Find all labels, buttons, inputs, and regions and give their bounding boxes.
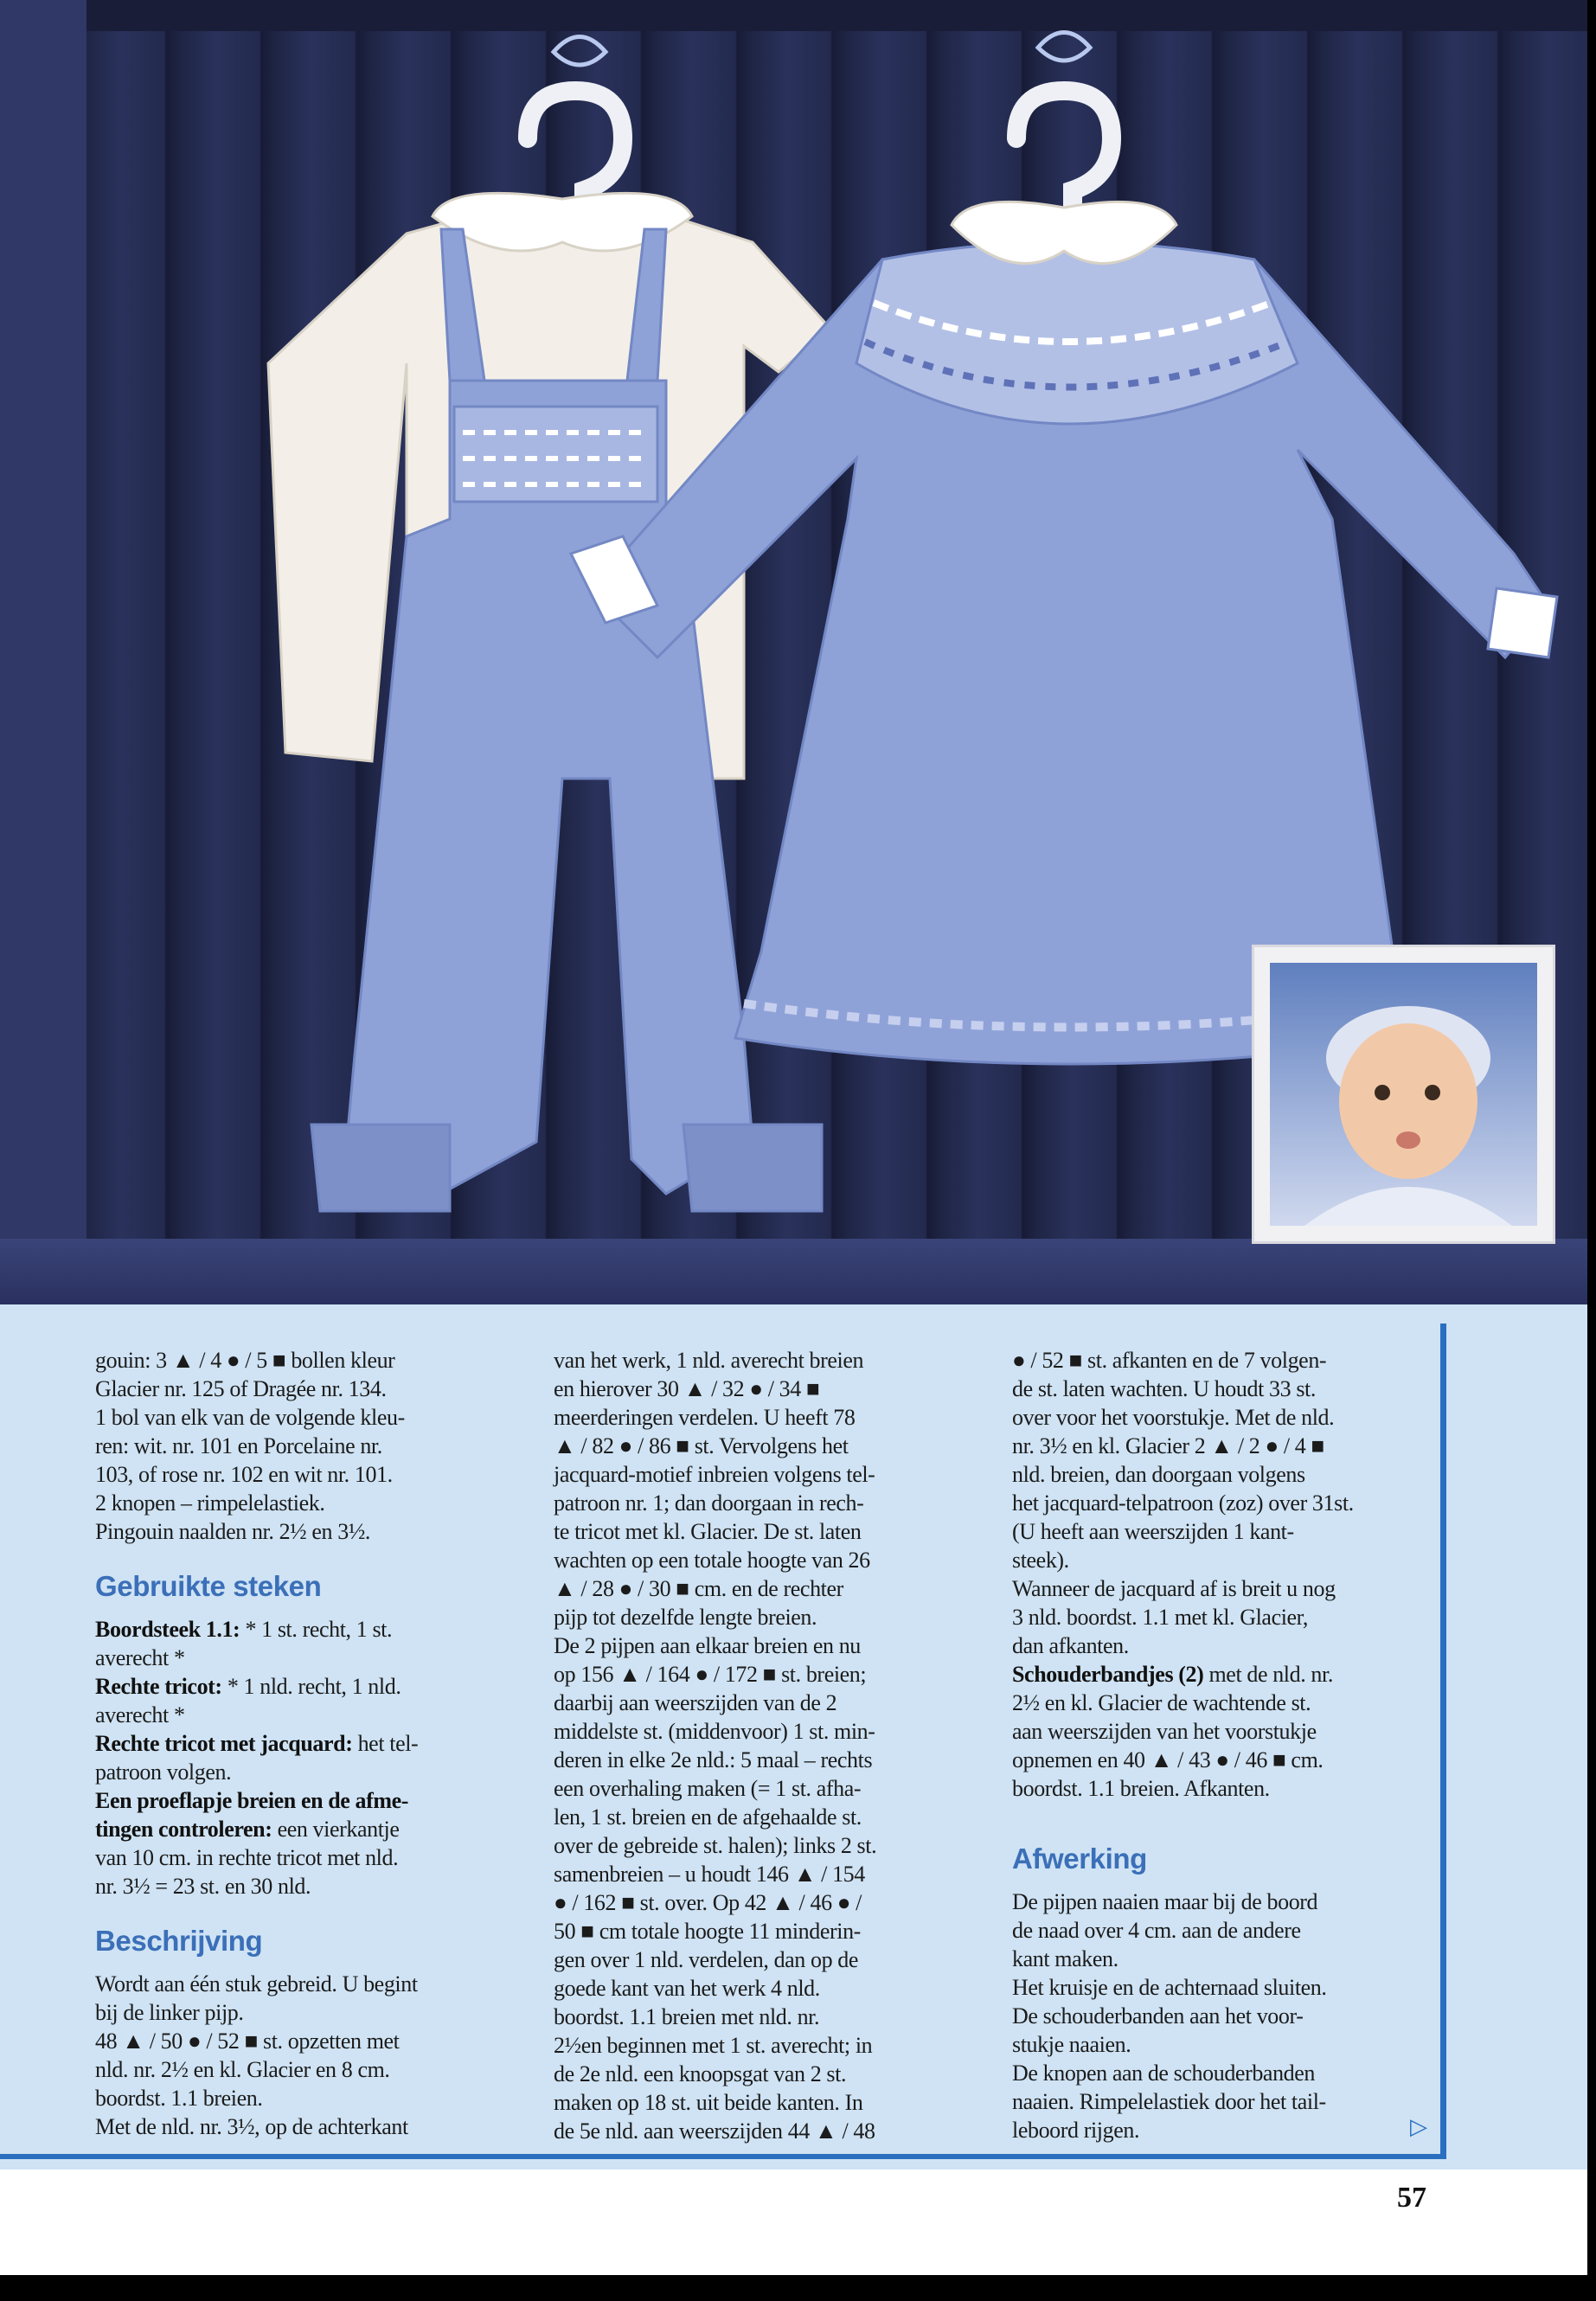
text-line: boordst. 1.1 breien. Afkanten.: [1012, 1776, 1270, 1801]
text-line: bij de linker pijp.: [95, 2000, 244, 2025]
text-line: 1 bol van elk van de volgende kleu-: [95, 1405, 405, 1430]
text-line: tingen controleren: een vierkantje: [95, 1817, 400, 1842]
text-line: de naad over 4 cm. aan de andere: [1012, 1918, 1301, 1943]
text-line: Rechte tricot: * 1 nld. recht, 1 nld.: [95, 1674, 401, 1699]
text-line: boordst. 1.1 breien.: [95, 2086, 263, 2111]
text-line: te tricot met kl. Glacier. De st. laten: [554, 1519, 862, 1544]
hanger-right-icon: [1016, 91, 1112, 216]
scan-edge-bottom: [0, 2275, 1596, 2301]
text-line: ▲ / 28 ● / 30 ■ cm. en de rechter: [554, 1576, 843, 1601]
text-line: middelste st. (middenvoor) 1 st. min-: [554, 1719, 875, 1744]
page-number: 57: [1397, 2182, 1426, 2214]
text-line: ● / 52 ■ st. afkanten en de 7 volgen-: [1012, 1348, 1327, 1373]
text-line: het jacquard-telpatroon (zoz) over 31st.: [1012, 1490, 1354, 1516]
text-line: nld. breien, dan doorgaan volgens: [1012, 1462, 1305, 1487]
text-line: Rechte tricot met jacquard: het tel-: [95, 1731, 419, 1756]
text-line: nld. nr. 2½ en kl. Glacier en 8 cm.: [95, 2057, 390, 2082]
text-line: steek).: [1012, 1548, 1069, 1573]
text-line: 2½ en kl. Glacier de wachtende st.: [1012, 1690, 1311, 1715]
text-line: leboord rijgen.: [1012, 2118, 1140, 2143]
text-line: Met de nld. nr. 3½, op de achterkant: [95, 2114, 408, 2139]
heading-stitches: Gebruikte steken: [95, 1570, 322, 1602]
text-line: kant maken.: [1012, 1946, 1118, 1971]
text-line: 2½en beginnen met 1 st. averecht; in: [554, 2033, 873, 2058]
text-line: De pijpen naaien maar bij de boord: [1012, 1889, 1318, 1914]
text-line: boordst. 1.1 breien met nld. nr.: [554, 2004, 820, 2029]
text-line: gen over 1 nld. verdelen, dan op de: [554, 1947, 859, 1972]
text-line: len, 1 st. breien en de afgehaalde st.: [554, 1804, 862, 1830]
text-line: Glacier nr. 125 of Dragée nr. 134.: [95, 1376, 387, 1401]
text-line: ren: wit. nr. 101 en Porcelaine nr.: [95, 1433, 382, 1458]
baby-photo-inset: [1254, 947, 1553, 1241]
text-line: De 2 pijpen aan elkaar breien en nu: [554, 1633, 861, 1658]
text-line: van 10 cm. in rechte tricot met nld.: [95, 1845, 399, 1870]
text-line: op 156 ▲ / 164 ● / 172 ■ st. breien;: [554, 1662, 867, 1687]
text-line: over de gebreide st. halen); links 2 st.: [554, 1833, 877, 1858]
text-line: Boordsteek 1.1: * 1 st. recht, 1 st.: [95, 1617, 393, 1642]
baby-face: [1339, 1023, 1477, 1179]
text-line: Het kruisje en de achternaad sluiten.: [1012, 1975, 1327, 2000]
column-1: [95, 1346, 519, 2141]
text-line: samenbreien – u houdt 146 ▲ / 154: [554, 1862, 865, 1887]
text-line: 3 nld. boordst. 1.1 met kl. Glacier,: [1012, 1605, 1308, 1630]
text-line: patroon volgen.: [95, 1759, 232, 1785]
text-line: wachten op een totale hoogte van 26: [554, 1548, 870, 1573]
column-2: [554, 1346, 969, 2145]
text-line: daarbij aan weerszijden van de 2: [554, 1690, 837, 1715]
text-line: De knopen aan de schouderbanden: [1012, 2061, 1316, 2086]
text-line: pijp tot dezelfde lengte breien.: [554, 1605, 817, 1630]
text-line: jacquard-motief inbreien volgens tel-: [554, 1462, 875, 1487]
text-line: nr. 3½ en kl. Glacier 2 ▲ / 2 ● / 4 ■: [1012, 1433, 1324, 1458]
stitches-list: [95, 1615, 519, 1900]
text-line: en hierover 30 ▲ / 32 ● / 34 ■: [554, 1376, 820, 1401]
text-line: 103, of rose nr. 102 en wit nr. 101.: [95, 1462, 393, 1487]
text-line: ▲ / 82 ● / 86 ■ st. Vervolgens het: [554, 1433, 849, 1458]
text-line: 50 ■ cm totale hoogte 11 minderin-: [554, 1919, 861, 1944]
text-line: goede kant van het werk 4 nld.: [554, 1976, 820, 2001]
column-rule-right: [1440, 1324, 1446, 2158]
text-line: patroon nr. 1; dan doorgaan in rech-: [554, 1490, 864, 1516]
text-line: 48 ▲ / 50 ● / 52 ■ st. opzetten met: [95, 2029, 400, 2054]
text-line: Schouderbandjes (2) met de nld. nr.: [1012, 1662, 1333, 1687]
continue-arrow-icon: ▷: [1410, 2114, 1427, 2140]
text-line: Pingouin naalden nr. 2½ en 3½.: [95, 1519, 371, 1544]
text-line: de 2e nld. een knoopsgat van 2 st.: [554, 2061, 847, 2086]
text-line: de 5e nld. aan weerszijden 44 ▲ / 48: [554, 2118, 875, 2144]
text-line: averecht *: [95, 1702, 185, 1727]
baby-sweater: [1304, 1187, 1512, 1226]
text-line: over voor het voorstukje. Met de nld.: [1012, 1405, 1335, 1430]
text-line: maken op 18 st. uit beide kanten. In: [554, 2090, 863, 2115]
text-line: dan afkanten.: [1012, 1633, 1129, 1658]
text-line: meerderingen verdelen. U heeft 78: [554, 1405, 856, 1430]
column-3: [1012, 1346, 1432, 2144]
text-line: Wanneer de jacquard af is breit u nog: [1012, 1576, 1336, 1601]
shoulder-straps-label: Schouderbandjes (2): [1012, 1662, 1204, 1687]
text-line: averecht *: [95, 1645, 185, 1670]
text-line: De schouderbanden aan het voor-: [1012, 2003, 1304, 2029]
text-line: Een proeflapje breien en de afme-: [95, 1788, 409, 1813]
text-line: aan weerszijden van het voorstukje: [1012, 1719, 1317, 1744]
description-text: [95, 1970, 519, 2141]
text-line: 2 knopen – rimpelelastiek.: [95, 1490, 325, 1516]
text-line: naaien. Rimpelelastiek door het tail-: [1012, 2089, 1326, 2114]
materials-text: [95, 1346, 519, 1546]
text-line: deren in elke 2e nld.: 5 maal – rechts: [554, 1747, 873, 1772]
text-line: van het werk, 1 nld. averecht breien: [554, 1348, 864, 1373]
scan-edge-right: [1587, 0, 1596, 2301]
text-line: gouin: 3 ▲ / 4 ● / 5 ■ bollen kleur: [95, 1348, 395, 1373]
text-line: (U heeft aan weerszijden 1 kant-: [1012, 1519, 1294, 1544]
baby-portrait: [1270, 963, 1537, 1226]
heading-description: Beschrijving: [95, 1925, 263, 1957]
text-line: stukje naaien.: [1012, 2032, 1131, 2057]
text-line: ● / 162 ■ st. over. Op 42 ▲ / 46 ● /: [554, 1890, 862, 1915]
text-line: de st. laten wachten. U houdt 33 st.: [1012, 1376, 1316, 1401]
text-line: Wordt aan één stuk gebreid. U begint: [95, 1971, 418, 1997]
text-line: nr. 3½ = 23 st. en 30 nld.: [95, 1874, 311, 1899]
text-line: opnemen en 40 ▲ / 43 ● / 46 ■ cm.: [1012, 1747, 1324, 1772]
heading-finishing: Afwerking: [1012, 1843, 1147, 1875]
text-line: een overhaling maken (= 1 st. afha-: [554, 1776, 862, 1801]
column-rule-bottom: [0, 2154, 1446, 2159]
